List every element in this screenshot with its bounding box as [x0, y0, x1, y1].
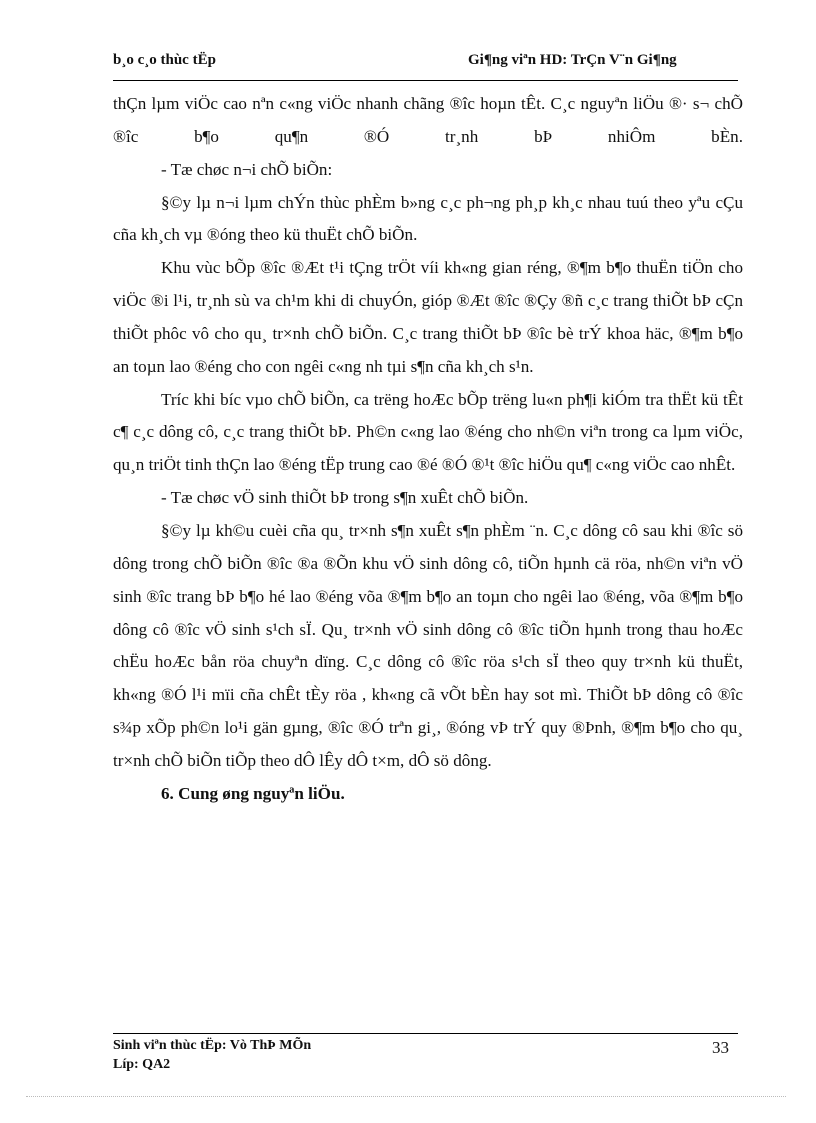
- paragraph-processing-place: §©y lµ n¬i lµm chÝn thùc phÈm b»ng c¸c ph¬ng ph¸p kh¸c nhau tuú theo yªu cÇu cña kh¸ch vµ ®óng theo kü thuËt chÕ biÕn.: [113, 192, 743, 245]
- paragraph-hygiene-process: §©y lµ kh©u cuèi cña qu¸ tr×nh s¶n xuÊt s¶n phÈm ¨n. C¸c dông cô sau khi ®îc sö dông trong chÕ biÕn ®îc ®a ®Õn khu vÖ sinh dông cô, tiÕn hµnh cä röa, nh©n viªn vÖ sinh ®îc trang bÞ b¶o hé lao ®éng võa ®¶m b¶o an toµn cho ngêi lao ®éng, võa ®¶m b¶o dông cô ®îc vÖ sinh s¹ch sÏ. Qu¸ tr×nh vÖ sinh dông cô ®îc tiÕn hµnh trong thau hoÆc chËu hoÆc bån röa chuyªn dïng. C¸c dông cô ®îc röa s¹ch sÏ theo quy tr×nh kü thuËt, kh«ng ®Ó l¹i mïi cña chÊt tÈy röa , kh«ng cã vÕt bÈn hay sot mì. ThiÕt bÞ dông cô ®îc s¾p xÕp ph©n lo¹i gän gµng, ®îc ®Ó trªn gi¸, ®óng vÞ trÝ quy ®Þnh, ®¶m b¶o cho qu¸ tr×nh chÕ biÕn tiÕp theo dÔ lÊy dÔ t×m, dÔ sö dông.: [113, 520, 743, 770]
- footer-divider: [113, 1033, 738, 1034]
- footer-info: [113, 1036, 311, 1074]
- document-body: [113, 88, 743, 811]
- subheading-equipment-hygiene: - Tæ chøc vÖ sinh thiÕt bÞ trong s¶n xuÊt chÕ biÕn.: [161, 488, 529, 508]
- class-name: Líp: QA2: [113, 1057, 171, 1072]
- page-bottom-border: [26, 1096, 786, 1097]
- paragraph-before-processing: Tríc khi bíc vµo chÕ biÕn, ca trëng hoÆc bÕp trëng lu«n ph¶i kiÓm tra thËt kü tÊt c¶ c¸c dông cô, c¸c trang thiÕt bÞ. Ph©n c«ng lao ®éng cho nh©n viªn trong ca lµm viÖc, qu¸n triÖt tinh thÇn lao ®éng tËp trung cao ®é ®Ó ®¹t ®îc hiÖu qu¶ c«ng viÖc cao nhÊt.: [113, 389, 743, 475]
- section-heading: 6. Cung øng nguyªn liÖu.: [161, 783, 345, 803]
- header-divider: [113, 80, 738, 81]
- report-title: b¸o c¸o thùc tËp: [113, 52, 216, 68]
- paragraph-kitchen-area: Khu vùc bÕp ®îc ®Æt t¹i tÇng trÖt víi kh«ng gian réng, ®¶m b¶o thuËn tiÖn cho viÖc ®i l¹i, tr¸nh sù va ch¹m khi di chuyÓn, gióp ®Æt ®îc ®Çy ®ñ c¸c trang thiÕt bÞ cÇn thiÕt phôc vô cho qu¸ tr×nh chÕ biÕn. C¸c trang thiÕt bÞ ®îc bè trÝ khoa häc, ®¶m b¶o an toµn lao ®éng cho con ngêi c«ng nh tµi s¶n cña kh¸ch s¹n.: [113, 258, 743, 376]
- paragraph-continuation: thÇn lµm viÖc cao nªn c«ng viÖc nhanh chãng ®îc hoµn tÊt. C¸c nguyªn liÖu ®· s¬ chÕ ®îc b¶o qu¶n ®Ó tr¸nh bÞ nhiÔm bÈn.: [113, 94, 743, 146]
- student-name: Sinh viªn thùc tËp: Vò ThÞ MÕn: [113, 1038, 312, 1053]
- lecturer-name: Gi¶ng viªn HD: TrÇn V¨n Gi¶ng: [468, 52, 677, 68]
- subheading-processing-area: - Tæ chøc n¬i chÕ biÕn:: [161, 159, 333, 179]
- page-number: 33: [712, 1038, 729, 1057]
